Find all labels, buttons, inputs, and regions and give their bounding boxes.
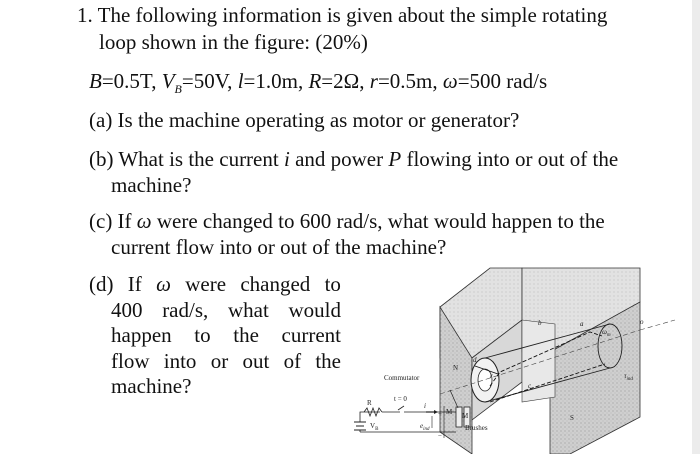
problem-statement-line-2 [99, 29, 368, 55]
axis-end-label: o [640, 318, 644, 326]
rotating-loop-figure [340, 262, 690, 454]
minus-label: − [438, 432, 442, 440]
resistor-label: R [367, 399, 372, 407]
corner-d-label: d [473, 356, 477, 364]
part-c-line-1 [89, 208, 605, 234]
induced-torque-label: $\tau_{ind}$ [624, 372, 633, 382]
part-c-post: were changed to 600 rad/s, what would happen to the [151, 209, 605, 233]
part-d-word: the [233, 323, 259, 347]
m-label: M [446, 408, 453, 416]
part-c-line-2 [111, 234, 446, 260]
plus-label: + [438, 410, 442, 418]
corner-c-label: c [528, 382, 532, 390]
current-label: i [424, 402, 426, 410]
part-d-word: current [281, 323, 341, 347]
corner-b-label: b [538, 319, 542, 327]
part-d-word: flow [111, 348, 150, 373]
source-voltage-label: $V_B$ [370, 422, 379, 432]
part-d-word: to [194, 323, 211, 347]
part-d-line [89, 272, 341, 298]
part-d-word: the [315, 348, 341, 373]
given-l-symbol: l [237, 69, 244, 93]
part-d-word: 400 [111, 297, 143, 322]
given-values [89, 68, 547, 102]
part-d-word: would [288, 297, 341, 322]
part-b-line-2-text: machine? [111, 173, 192, 197]
part-c-line-2-text: current flow into or out of the machine? [111, 235, 447, 259]
part-b-line-1 [89, 146, 618, 172]
problem-line-1-text: 1. The following information is given about the simple rotating [77, 3, 608, 27]
given-r-value: =0.5m, [377, 69, 443, 93]
south-pole-block [522, 268, 640, 454]
part-d-word: or [210, 348, 229, 373]
part-b-mid: and power [289, 147, 389, 171]
north-label: N [453, 364, 459, 372]
part-d-line [111, 349, 341, 375]
given-omega-symbol: ω [442, 69, 458, 93]
switch-time-label: t = 0 [394, 395, 407, 403]
part-d-word: machine? [111, 374, 192, 398]
given-R-value: =2Ω, [321, 69, 370, 93]
m-label-2: M [462, 412, 469, 420]
part-b-post: flowing into or out of the [401, 147, 619, 171]
given-r-symbol: r [369, 69, 378, 93]
part-d-word: what [227, 297, 269, 322]
part-b-current-symbol: i [283, 147, 290, 171]
commutator-label: Commutator [384, 374, 420, 382]
brushes-label: Brushes [465, 424, 488, 432]
part-d-word: to [324, 272, 341, 296]
corner-a-label: a [580, 320, 584, 328]
part-d-word: were [185, 272, 227, 296]
part-b-power-symbol: P [388, 147, 402, 171]
radius-label: r [490, 372, 493, 380]
given-omega-value: =500 rad/s [457, 69, 548, 93]
part-d-word: If [127, 272, 142, 296]
part-d-word: out [242, 348, 270, 373]
given-B-symbol: B [89, 69, 102, 93]
part-c-omega-symbol: ω [136, 209, 152, 233]
given-R-symbol: R [308, 69, 322, 93]
part-a [89, 107, 519, 133]
induced-voltage-label: $e_{ind}$ [420, 422, 430, 432]
problem-line-2-text: loop shown in the figure: (20%) [99, 30, 368, 54]
given-V-symbol: V [161, 69, 175, 93]
part-d [89, 272, 363, 400]
given-V-value: =50V, [181, 69, 238, 93]
part-d-word: rad/s, [162, 297, 209, 322]
part-d-word: happen [111, 323, 172, 347]
part-d-word: changed [240, 272, 311, 296]
south-label: S [570, 414, 574, 422]
part-d-omega-symbol: ω [156, 272, 171, 296]
given-V-subscript: B [174, 82, 182, 97]
angular-velocity-label: $\omega_m$ [602, 328, 611, 338]
given-l-value: =1.0m, [243, 69, 309, 93]
part-d-word: (d) [89, 272, 114, 296]
given-B-value: =0.5T, [101, 69, 162, 93]
part-d-line [111, 374, 363, 400]
part-b-line-2 [111, 172, 191, 198]
part-d-line [111, 323, 341, 349]
part-d-word: into [163, 348, 197, 373]
problem-statement-line-1 [77, 2, 607, 28]
part-d-line [111, 298, 341, 324]
part-a-text: (a) Is the machine operating as motor or generator? [89, 108, 520, 132]
part-d-word: of [283, 348, 302, 373]
page-right-edge [692, 0, 700, 454]
part-c-pre: (c) If [89, 209, 137, 233]
part-b-pre: (b) What is the current [89, 147, 284, 171]
